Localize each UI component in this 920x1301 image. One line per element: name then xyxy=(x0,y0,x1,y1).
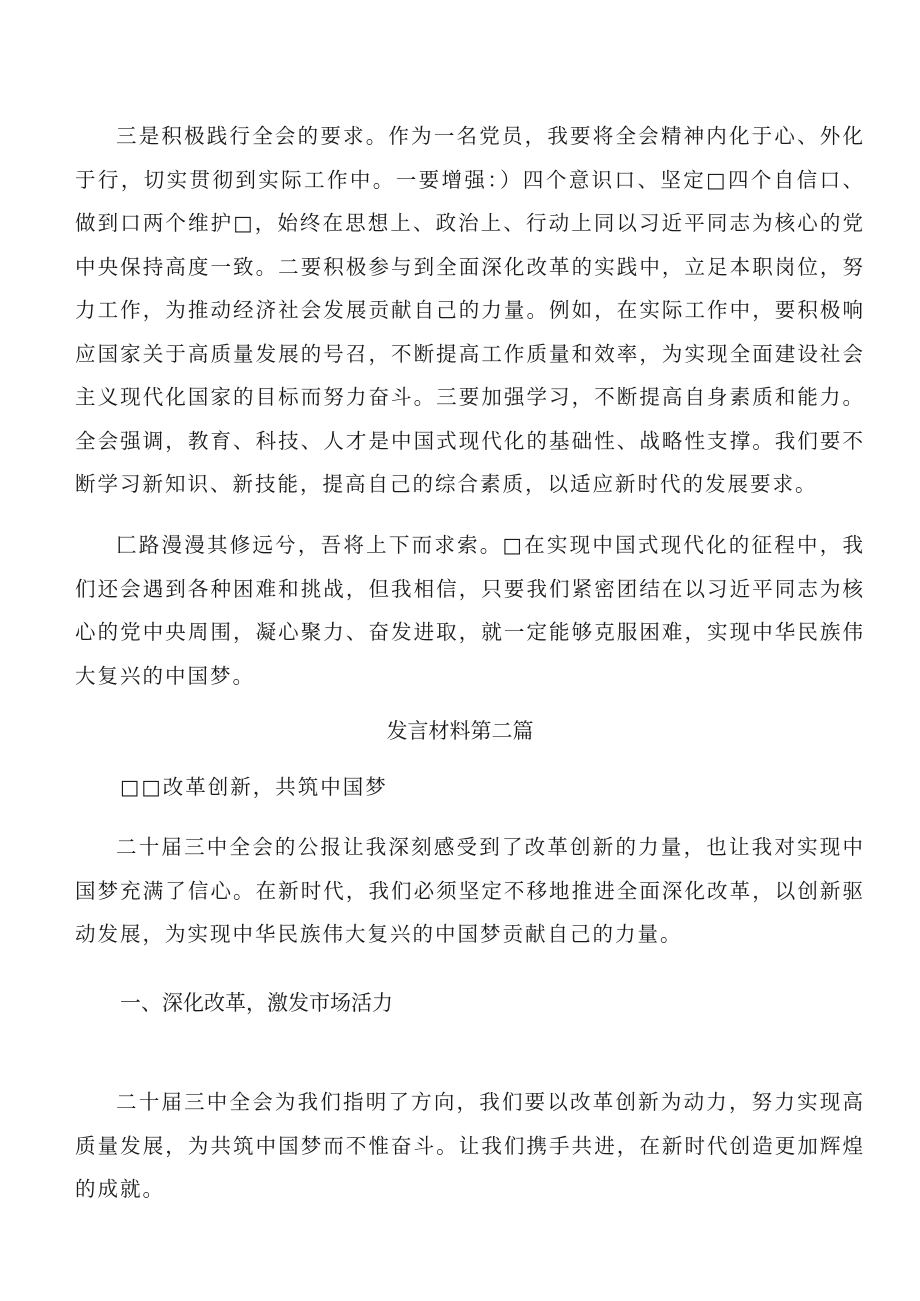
section-title: 发言材料第二篇 xyxy=(386,719,534,743)
paragraph-long-road: 匚路漫漫其修远兮，吾将上下而求索。□在实现中国式现代化的征程中，我们还会遇到各种困难和挑战，但我相信，只要我们紧密团结在以习近平同志为核心的党中央周围，凝心聚力、奋发进取，就一定能够克服困难，实现中华民族伟大复兴的中国梦。 xyxy=(75,533,865,688)
paragraph-communique: 二十届三中全会的公报让我深刻感受到了改革创新的力量，也让我对实现中国梦充满了信心。在新时代，我们必须坚定不移地推进全面深化改革，以创新驱动发展，为实现中华民族伟大复兴的中国梦贡献自己的力量。 xyxy=(75,835,865,946)
heading-deepen-reform: 一、深化改革，激发市场活力 xyxy=(120,991,393,1015)
paragraph-practice-requirements: 三是积极践行全会的要求。作为一名党员，我要将全会精神内化于心、外化于行，切实贯彻到实际工作中。一要增强：）四个意识口、坚定□四个自信口、做到口两个维护□，始终在思想上、政治上、行动上同以习近平同志为核心的党中央保持高度一致。二要积极参与到全面深化改革的实践中，立足本职岗位，努力工作，为推动经济社会发展贡献自己的力量。例如，在实际工作中，要积极响应国家关于高质量发展的号召，不断提高工作质量和效率，为实现全面建设社会主义现代化国家的目标而努力奋斗。三要加强学习，不断提高自身素质和能力。全会强调，教育、科技、人才是中国式现代化的基础性、战略性支撑。我们要不断学习新知识、新技能，提高自己的综合素质，以适应新时代的发展要求。 xyxy=(75,124,865,496)
speech-subtitle: □□改革创新，共筑中国梦 xyxy=(120,775,388,799)
paragraph-direction: 二十届三中全会为我们指明了方向，我们要以改革创新为动力，努力实现高质量发展，为共筑中国梦而不惟奋斗。让我们携手共进，在新时代创造更加辉煌的成就。 xyxy=(75,1090,865,1201)
